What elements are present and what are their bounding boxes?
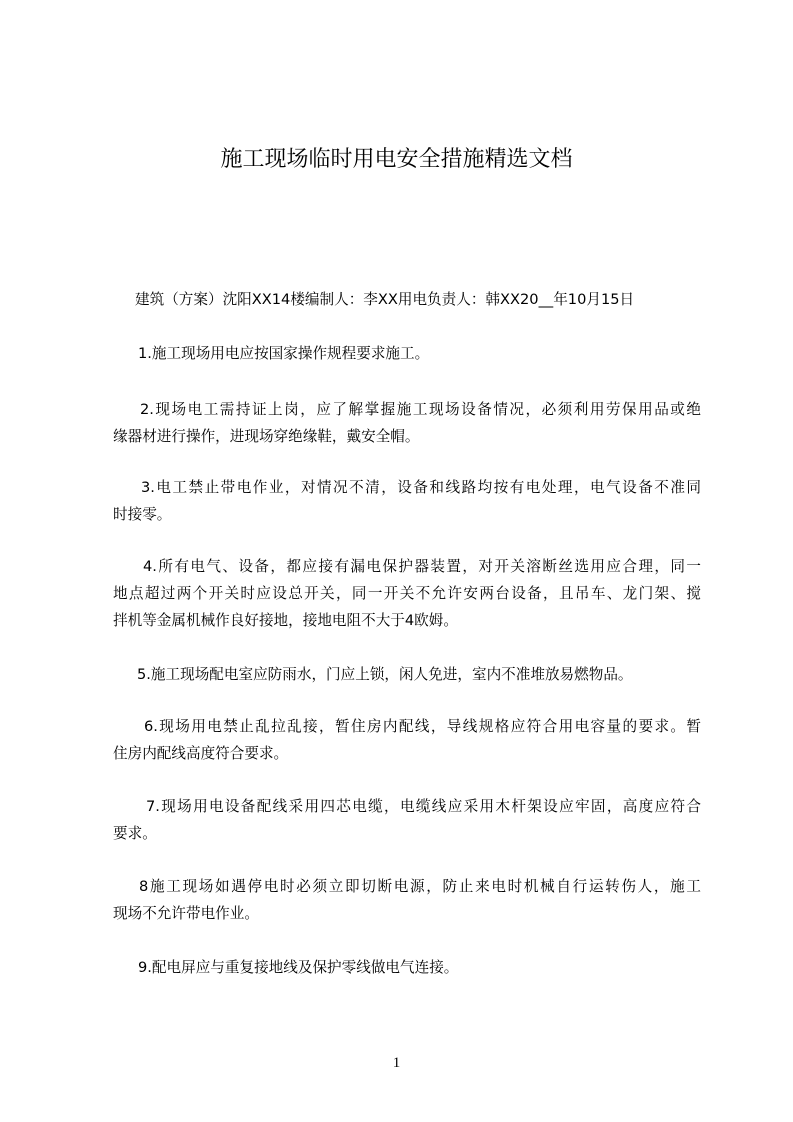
page-number: 1 bbox=[392, 1055, 401, 1071]
paragraph-line: 5.施工现场配电室应防雨水，门应上锁，闲人免进，室内不准堆放易燃物品。 bbox=[137, 666, 633, 683]
paragraph-line: 8施工现场如遇停电时必须立即切断电源，防止来电时机械自行运转伤人，施工 bbox=[139, 878, 701, 895]
paragraph-line: 拌机等金属机械作良好接地，接地电阻不大于4欧姆。 bbox=[113, 612, 458, 629]
paragraph-line: 要求。 bbox=[113, 825, 157, 842]
document-title: 施工现场临时用电安全措施精选文档 bbox=[220, 147, 573, 172]
paragraph-5 bbox=[113, 661, 701, 688]
paragraph-line: 时接零。 bbox=[113, 506, 172, 523]
paragraph-line: 7.现场用电设备配线采用四芯电缆，电缆线应采用木杆架设应牢固，高度应符合 bbox=[146, 798, 701, 815]
paragraph-line: 2.现场电工需持证上岗，应了解掌握施工现场设备情况，必须利用劳保用品或绝 bbox=[140, 401, 701, 418]
paragraph-7 bbox=[113, 793, 701, 847]
paragraph-line: 1.施工现场用电应按国家操作规程要求施工。 bbox=[138, 345, 430, 362]
paragraph-3 bbox=[113, 474, 701, 528]
paragraph-line: 现场不允许带电作业。 bbox=[113, 905, 259, 922]
paragraph-8 bbox=[113, 873, 701, 927]
meta-line bbox=[135, 286, 695, 313]
paragraph-2 bbox=[113, 396, 701, 450]
paragraph-9 bbox=[113, 954, 701, 981]
meta-line-text: 建筑（方案）沈阳XX14楼编制人：李XX用电负责人：韩XX20__年10月15日 bbox=[135, 291, 635, 308]
paragraph-line: 缘器材进行操作，进现场穿绝缘鞋，戴安全帽。 bbox=[113, 428, 420, 445]
paragraph-line: 住房内配线高度符合要求。 bbox=[113, 745, 289, 762]
paragraph-6 bbox=[113, 713, 701, 767]
paragraph-4 bbox=[113, 553, 701, 634]
paragraph-line: 地点超过两个开关时应设总开关，同一开关不允许安两台设备，且吊车、龙门架、搅 bbox=[113, 585, 701, 602]
paragraph-line: 6.现场用电禁止乱拉乱接，暂住房内配线，导线规格应符合用电容量的要求。暂 bbox=[144, 718, 701, 735]
paragraph-line: 3.电工禁止带电作业，对情况不清，设备和线路均按有电处理，电气设备不准同 bbox=[141, 479, 701, 496]
paragraph-line: 9.配电屏应与重复接地线及保护零线做电气连接。 bbox=[138, 959, 459, 976]
paragraph-1 bbox=[113, 340, 701, 367]
paragraph-line: 4.所有电气、设备，都应接有漏电保护器装置，对开关溶断丝选用应合理，同一 bbox=[143, 558, 701, 575]
